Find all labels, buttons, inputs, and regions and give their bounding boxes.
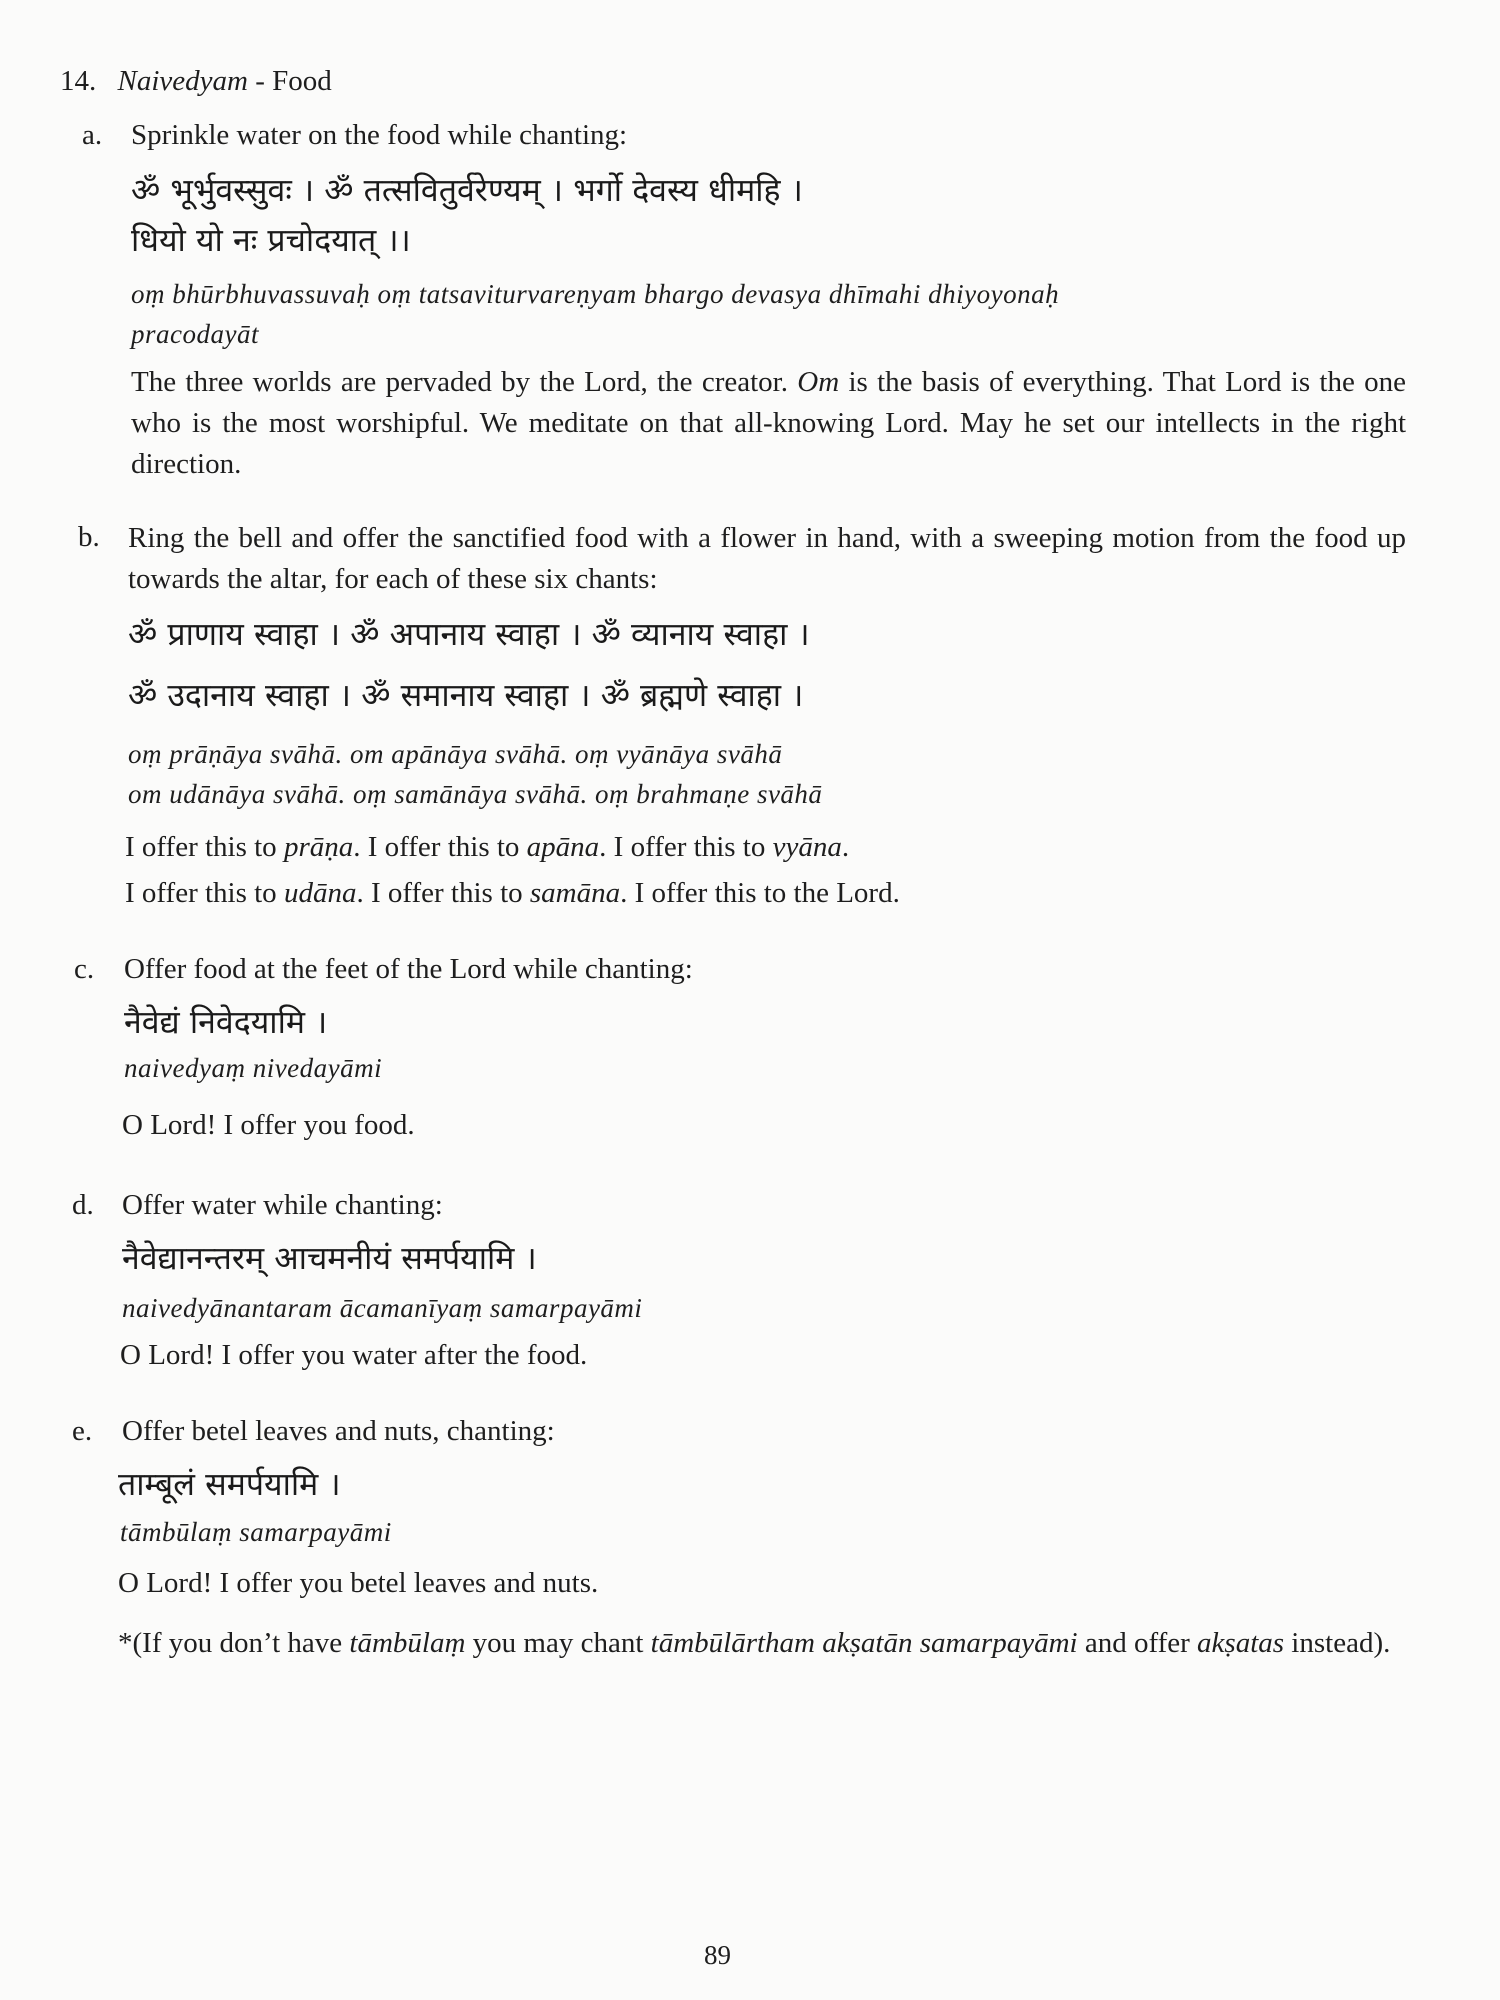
- italic-term: apāna: [526, 831, 600, 863]
- text-run: . I offer this to: [353, 831, 527, 863]
- page-number: 89: [704, 1940, 731, 1970]
- text-run: . I offer this to the Lord.: [620, 877, 900, 909]
- text-run: I offer this to: [125, 831, 284, 863]
- italic-term: samāna: [529, 877, 621, 909]
- section-number: 14.: [60, 65, 97, 97]
- text-run: *(If you don’t have: [118, 1627, 350, 1659]
- italic-term: prāṇa: [283, 831, 354, 863]
- step-c-translation: O Lord! I offer you food.: [122, 1109, 415, 1141]
- step-d-sanskrit: नैवेद्यानन्तरम् आचमनीयं समर्पयामि ।: [122, 1239, 537, 1277]
- step-d-instruction: Offer water while chanting:: [122, 1189, 443, 1221]
- step-a-translation-part-2: is the basis of everything. That Lord is the one who is the most worshipful. We meditate on that all-knowing Lord. May he set our intellects in the right direction.: [131, 366, 1406, 480]
- italic-term: vyāna: [772, 831, 842, 863]
- italic-term: akṣatas: [1197, 1627, 1285, 1659]
- step-b-translation-line-1: [125, 828, 849, 866]
- step-b-transliteration-line-2: om udānāya svāhā. oṃ samānāya svāhā. oṃ brahmaṇe svāhā: [128, 779, 823, 809]
- step-b-sanskrit-line-1: ॐ प्राणाय स्वाहा । ॐ अपानाय स्वाहा । ॐ व्यानाय स्वाहा ।: [128, 615, 810, 653]
- step-a-translation-om: Om: [797, 366, 840, 398]
- step-e-sanskrit: ताम्बूलं समर्पयामि ।: [118, 1465, 341, 1503]
- section-title-italic: Naivedyam: [117, 65, 248, 97]
- text-run: . I offer this to: [356, 877, 530, 909]
- step-c-instruction: Offer food at the feet of the Lord while chanting:: [124, 953, 693, 985]
- text-run: .: [841, 831, 850, 863]
- step-b-translation-line-2: [125, 874, 900, 912]
- step-a-translation-part-1: The three worlds are pervaded by the Lord, the creator.: [131, 366, 798, 398]
- section-title-rest: - Food: [247, 65, 332, 97]
- section-heading: [60, 62, 332, 100]
- step-b-transliteration-line-1: oṃ prāṇāya svāhā. om apānāya svāhā. oṃ vyānāya svāhā: [128, 739, 783, 769]
- section-title: [118, 65, 332, 97]
- step-a-sanskrit-line-2: धियो यो नः प्रचोदयात् ।।: [131, 221, 411, 259]
- step-a-transliteration-line-1: oṃ bhūrbhuvassuvaḥ oṃ tatsaviturvareṇyam bhargo devasya dhīmahi dhiyoyonaḥ: [131, 279, 1060, 309]
- text-run: . I offer this to: [599, 831, 773, 863]
- step-a-instruction: Sprinkle water on the food while chanting:: [131, 119, 628, 151]
- step-a-translation: [131, 362, 1406, 485]
- text-run: I offer this to: [125, 877, 284, 909]
- italic-term: tāmbūlārtham akṣatān samarpayāmi: [650, 1627, 1078, 1659]
- step-b-sanskrit-line-2: ॐ उदानाय स्वाहा । ॐ समानाय स्वाहा । ॐ ब्रह्मणे स्वाहा ।: [128, 676, 804, 714]
- text-run: and offer: [1077, 1627, 1198, 1659]
- step-c-letter: c.: [74, 953, 95, 985]
- step-b-instruction: Ring the bell and offer the sanctified food with a flower in hand, with a sweeping motion from the food up towards the altar, for each of these six chants:: [128, 522, 1406, 595]
- step-a-letter: a.: [82, 119, 103, 151]
- step-d-translation: O Lord! I offer you water after the food.: [120, 1339, 588, 1371]
- step-e-letter: e.: [72, 1415, 93, 1447]
- step-d-transliteration: naivedyānantaram ācamanīyaṃ samarpayāmi: [122, 1293, 643, 1323]
- step-e-instruction: Offer betel leaves and nuts, chanting:: [122, 1415, 555, 1447]
- tambulam-note: [118, 1622, 1398, 1664]
- italic-term: tāmbūlaṃ: [349, 1627, 466, 1659]
- italic-term: udāna: [283, 877, 357, 909]
- step-c-sanskrit: नैवेद्यं निवेदयामि ।: [124, 1003, 328, 1041]
- step-b-letter: b.: [78, 521, 100, 553]
- text-run: you may chant: [465, 1627, 651, 1659]
- text-run: instead).: [1284, 1627, 1391, 1659]
- step-c-transliteration: naivedyaṃ nivedayāmi: [124, 1053, 383, 1083]
- step-d-letter: d.: [72, 1189, 94, 1221]
- step-e-transliteration: tāmbūlaṃ samarpayāmi: [120, 1517, 392, 1547]
- step-a-sanskrit-line-1: ॐ भूर्भुवस्सुवः । ॐ तत्सवितुर्वरेण्यम् । भर्गो देवस्य धीमहि ।: [131, 171, 803, 209]
- step-e-translation: O Lord! I offer you betel leaves and nuts.: [118, 1567, 599, 1599]
- step-a-transliteration-line-2: pracodayāt: [131, 319, 259, 349]
